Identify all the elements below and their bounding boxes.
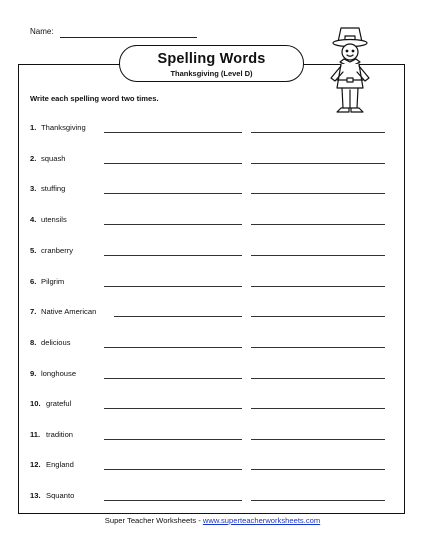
footer-link[interactable]: www.superteacherworksheets.com [202, 516, 321, 525]
answer-line-2[interactable] [251, 132, 385, 133]
answer-line-1[interactable] [104, 224, 242, 225]
word-number: 13. [30, 491, 41, 500]
answer-line-2[interactable] [251, 163, 385, 164]
spelling-word: Thanksgiving [41, 123, 86, 132]
pilgrim-illustration [322, 22, 378, 122]
name-label: Name: [30, 27, 54, 36]
word-row-10 [30, 399, 390, 413]
instructions: Write each spelling word two times. [30, 94, 159, 103]
word-row-3 [30, 184, 390, 198]
answer-line-2[interactable] [251, 408, 385, 409]
answer-line-2[interactable] [251, 439, 385, 440]
word-number: 9. [30, 369, 37, 378]
answer-line-2[interactable] [251, 224, 385, 225]
answer-line-2[interactable] [251, 378, 385, 379]
spelling-word: utensils [41, 215, 67, 224]
answer-line-1[interactable] [104, 193, 242, 194]
answer-line-1[interactable] [104, 408, 242, 409]
word-number: 2. [30, 154, 37, 163]
answer-line-1[interactable] [104, 439, 242, 440]
word-number: 10. [30, 399, 41, 408]
word-row-9 [30, 369, 390, 383]
word-number: 3. [30, 184, 37, 193]
spelling-word: Pilgrim [41, 277, 65, 286]
word-number: 11. [30, 430, 41, 439]
word-number: 12. [30, 460, 41, 469]
spelling-word: stuffing [41, 184, 66, 193]
word-row-13 [30, 491, 390, 505]
spelling-word: grateful [46, 399, 72, 408]
word-row-5 [30, 246, 390, 260]
word-number: 5. [30, 246, 37, 255]
answer-line-1[interactable] [104, 132, 242, 133]
word-row-7 [30, 307, 390, 321]
spelling-word: delicious [41, 338, 71, 347]
word-number: 4. [30, 215, 37, 224]
answer-line-1[interactable] [104, 500, 242, 501]
answer-line-1[interactable] [104, 347, 242, 348]
word-row-6 [30, 277, 390, 291]
answer-line-1[interactable] [104, 378, 242, 379]
word-number: 7. [30, 307, 37, 316]
word-row-11 [30, 430, 390, 444]
answer-line-2[interactable] [251, 347, 385, 348]
word-number: 1. [30, 123, 37, 132]
spelling-word: squash [41, 154, 66, 163]
word-row-12 [30, 460, 390, 474]
word-number: 6. [30, 277, 37, 286]
name-field[interactable] [60, 37, 197, 38]
answer-line-1[interactable] [104, 286, 242, 287]
spelling-word: tradition [46, 430, 74, 439]
spelling-word: Squanto [46, 491, 75, 500]
word-row-4 [30, 215, 390, 229]
answer-line-1[interactable] [104, 163, 242, 164]
answer-line-2[interactable] [251, 255, 385, 256]
page-subtitle: Thanksgiving (Level D) [170, 69, 253, 78]
answer-line-1[interactable] [104, 469, 242, 470]
spelling-word: longhouse [41, 369, 77, 378]
word-row-8 [30, 338, 390, 352]
answer-line-2[interactable] [251, 469, 385, 470]
spelling-word: England [46, 460, 74, 469]
answer-line-2[interactable] [251, 286, 385, 287]
word-number: 8. [30, 338, 37, 347]
footer [0, 516, 425, 525]
answer-line-2[interactable] [251, 316, 385, 317]
spelling-word: Native American [41, 307, 97, 316]
answer-line-1[interactable] [114, 316, 242, 317]
word-row-2 [30, 154, 390, 168]
answer-line-2[interactable] [251, 500, 385, 501]
footer-text: Super Teacher Worksheets - [104, 516, 203, 525]
word-row-1 [30, 123, 390, 137]
page-title: Spelling Words [157, 51, 266, 67]
spelling-word: cranberry [41, 246, 74, 255]
title-banner [119, 45, 304, 82]
answer-line-2[interactable] [251, 193, 385, 194]
answer-line-1[interactable] [104, 255, 242, 256]
